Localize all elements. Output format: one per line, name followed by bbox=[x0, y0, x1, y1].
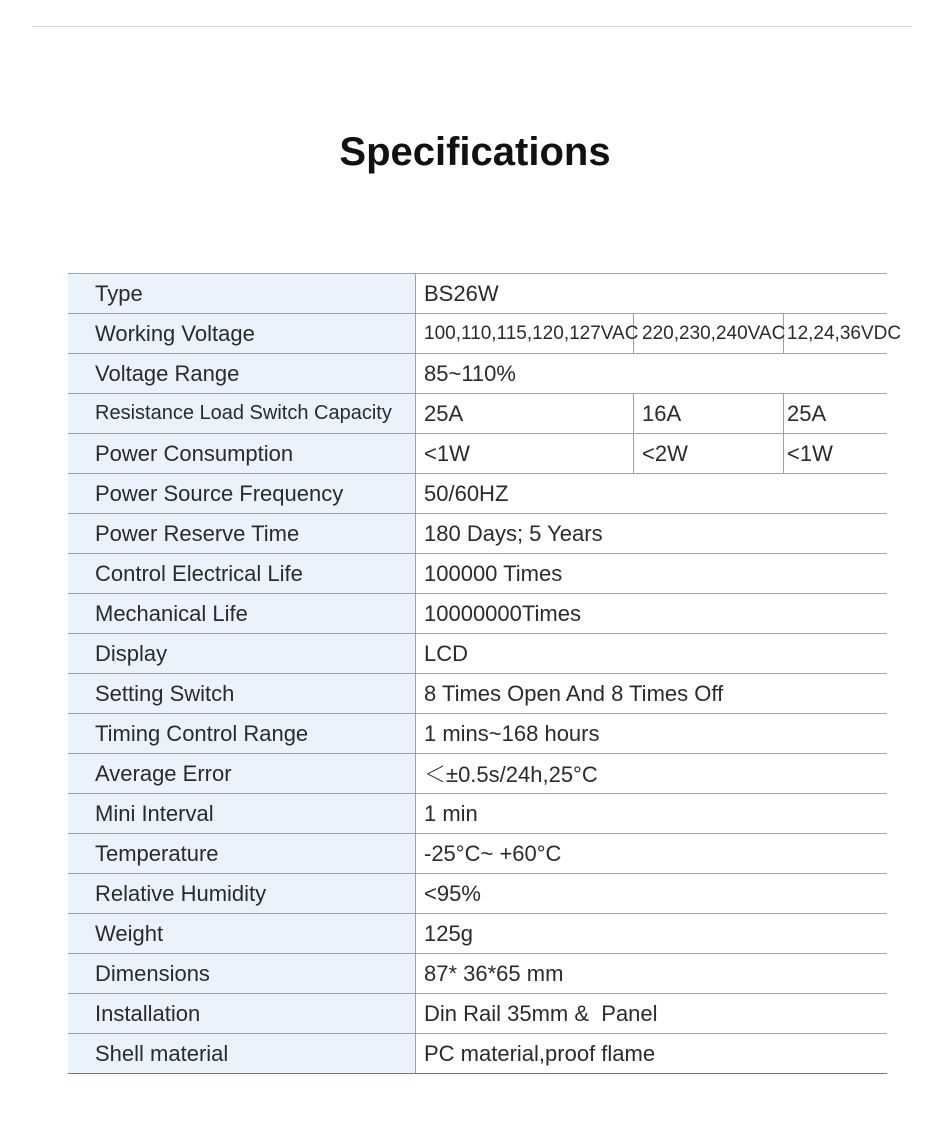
spec-label: Power Source Frequency bbox=[68, 474, 416, 513]
spec-value bbox=[416, 634, 887, 673]
spec-value-cell-dc: 12,24,36VDC bbox=[787, 322, 902, 344]
spec-value-cell-dc: <1W bbox=[787, 440, 833, 466]
spec-label: Power Reserve Time bbox=[68, 514, 416, 553]
spec-value-cell: PC material,proof flame bbox=[424, 1040, 656, 1066]
spec-row-frequency bbox=[68, 474, 887, 514]
spec-row-mini-interval bbox=[68, 794, 887, 834]
spec-value-cell-ac-high: 16A bbox=[634, 394, 784, 433]
spec-row-weight bbox=[68, 914, 887, 954]
page-title: Specifications bbox=[339, 130, 611, 174]
spec-value bbox=[416, 794, 887, 833]
spec-row-dimensions bbox=[68, 954, 887, 994]
spec-value-cell-ac-low: <1W bbox=[416, 434, 634, 473]
spec-row-power-consumption bbox=[68, 434, 887, 474]
spec-label: Display bbox=[68, 634, 416, 673]
spec-value bbox=[416, 554, 887, 593]
spec-value-cell: 100000 Times bbox=[424, 560, 563, 586]
spec-row-average-error bbox=[68, 754, 887, 794]
spec-value bbox=[416, 474, 887, 513]
spec-label: Average Error bbox=[68, 754, 416, 793]
spec-row-timing-range bbox=[68, 714, 887, 754]
spec-row-display bbox=[68, 634, 887, 674]
spec-label: Power Consumption bbox=[68, 434, 416, 473]
spec-value bbox=[416, 434, 887, 473]
spec-label: Dimensions bbox=[68, 954, 416, 993]
spec-row-mechanical-life bbox=[68, 594, 887, 634]
spec-value bbox=[416, 994, 887, 1033]
spec-value bbox=[416, 954, 887, 993]
spec-label: Relative Humidity bbox=[68, 874, 416, 913]
spec-label: Installation bbox=[68, 994, 416, 1033]
spec-value bbox=[416, 514, 887, 553]
spec-value-cell: BS26W bbox=[424, 280, 499, 306]
spec-row-resistance-load bbox=[68, 394, 887, 434]
spec-value-cell-ac-low: 100,110,115,120,127VAC bbox=[416, 314, 634, 353]
spec-value-cell: 10000000Times bbox=[424, 600, 581, 626]
spec-value bbox=[416, 394, 887, 433]
spec-value-cell: -25°C~ +60°C bbox=[424, 840, 562, 866]
spec-value-cell-ac-low: 25A bbox=[416, 394, 634, 433]
spec-row-electrical-life bbox=[68, 554, 887, 594]
spec-value bbox=[416, 714, 887, 753]
spec-value-cell: 180 Days; 5 Years bbox=[424, 520, 603, 546]
spec-label: Control Electrical Life bbox=[68, 554, 416, 593]
spec-row-working-voltage bbox=[68, 314, 902, 354]
spec-value bbox=[416, 354, 887, 393]
spec-value bbox=[416, 314, 902, 353]
spec-label: Mini Interval bbox=[68, 794, 416, 833]
spec-value-cell: <95% bbox=[424, 880, 481, 906]
spec-value-cell-ac-high: 220,230,240VAC bbox=[634, 314, 784, 353]
spec-value-cell: 85~110% bbox=[424, 360, 516, 386]
spec-value-cell: LCD bbox=[424, 640, 469, 666]
spec-row-shell-material bbox=[68, 1034, 887, 1074]
spec-label: Shell material bbox=[68, 1034, 416, 1073]
spec-value-cell: 50/60HZ bbox=[424, 480, 509, 506]
spec-row-reserve-time bbox=[68, 514, 887, 554]
spec-value-cell-dc: 25A bbox=[787, 400, 827, 426]
spec-label: Voltage Range bbox=[68, 354, 416, 393]
spec-value-cell: 1 min bbox=[424, 800, 478, 826]
spec-value-cell: Din Rail 35mm & Panel bbox=[424, 1000, 658, 1026]
spec-value-cell: 125g bbox=[424, 920, 473, 946]
spec-value bbox=[416, 874, 887, 913]
spec-value-cell: ＜±0.5s/24h,25°C bbox=[424, 762, 598, 787]
spec-label: Timing Control Range bbox=[68, 714, 416, 753]
spec-value bbox=[416, 1034, 887, 1073]
spec-label: Setting Switch bbox=[68, 674, 416, 713]
spec-label: Type bbox=[68, 274, 416, 313]
spec-value bbox=[416, 674, 887, 713]
spec-value-cell: 87* 36*65 mm bbox=[424, 960, 564, 986]
spec-row-temperature bbox=[68, 834, 887, 874]
spec-value bbox=[416, 594, 887, 633]
spec-row-humidity bbox=[68, 874, 887, 914]
spec-row-voltage-range bbox=[68, 354, 887, 394]
spec-value-cell: 8 Times Open And 8 Times Off bbox=[424, 680, 724, 706]
spec-table bbox=[68, 273, 902, 1074]
spec-label: Temperature bbox=[68, 834, 416, 873]
spec-value bbox=[416, 834, 887, 873]
spec-value-cell-ac-high: <2W bbox=[634, 434, 784, 473]
top-divider bbox=[32, 26, 912, 27]
spec-value bbox=[416, 274, 887, 313]
spec-label: Mechanical Life bbox=[68, 594, 416, 633]
spec-value-cell: 1 mins~168 hours bbox=[424, 720, 600, 746]
spec-row-type bbox=[68, 274, 887, 314]
spec-label: Weight bbox=[68, 914, 416, 953]
spec-value bbox=[416, 754, 887, 793]
spec-value bbox=[416, 914, 887, 953]
spec-row-setting-switch bbox=[68, 674, 887, 714]
spec-label: Resistance Load Switch Capacity bbox=[68, 394, 416, 433]
spec-row-installation bbox=[68, 994, 887, 1034]
spec-label: Working Voltage bbox=[68, 314, 416, 353]
